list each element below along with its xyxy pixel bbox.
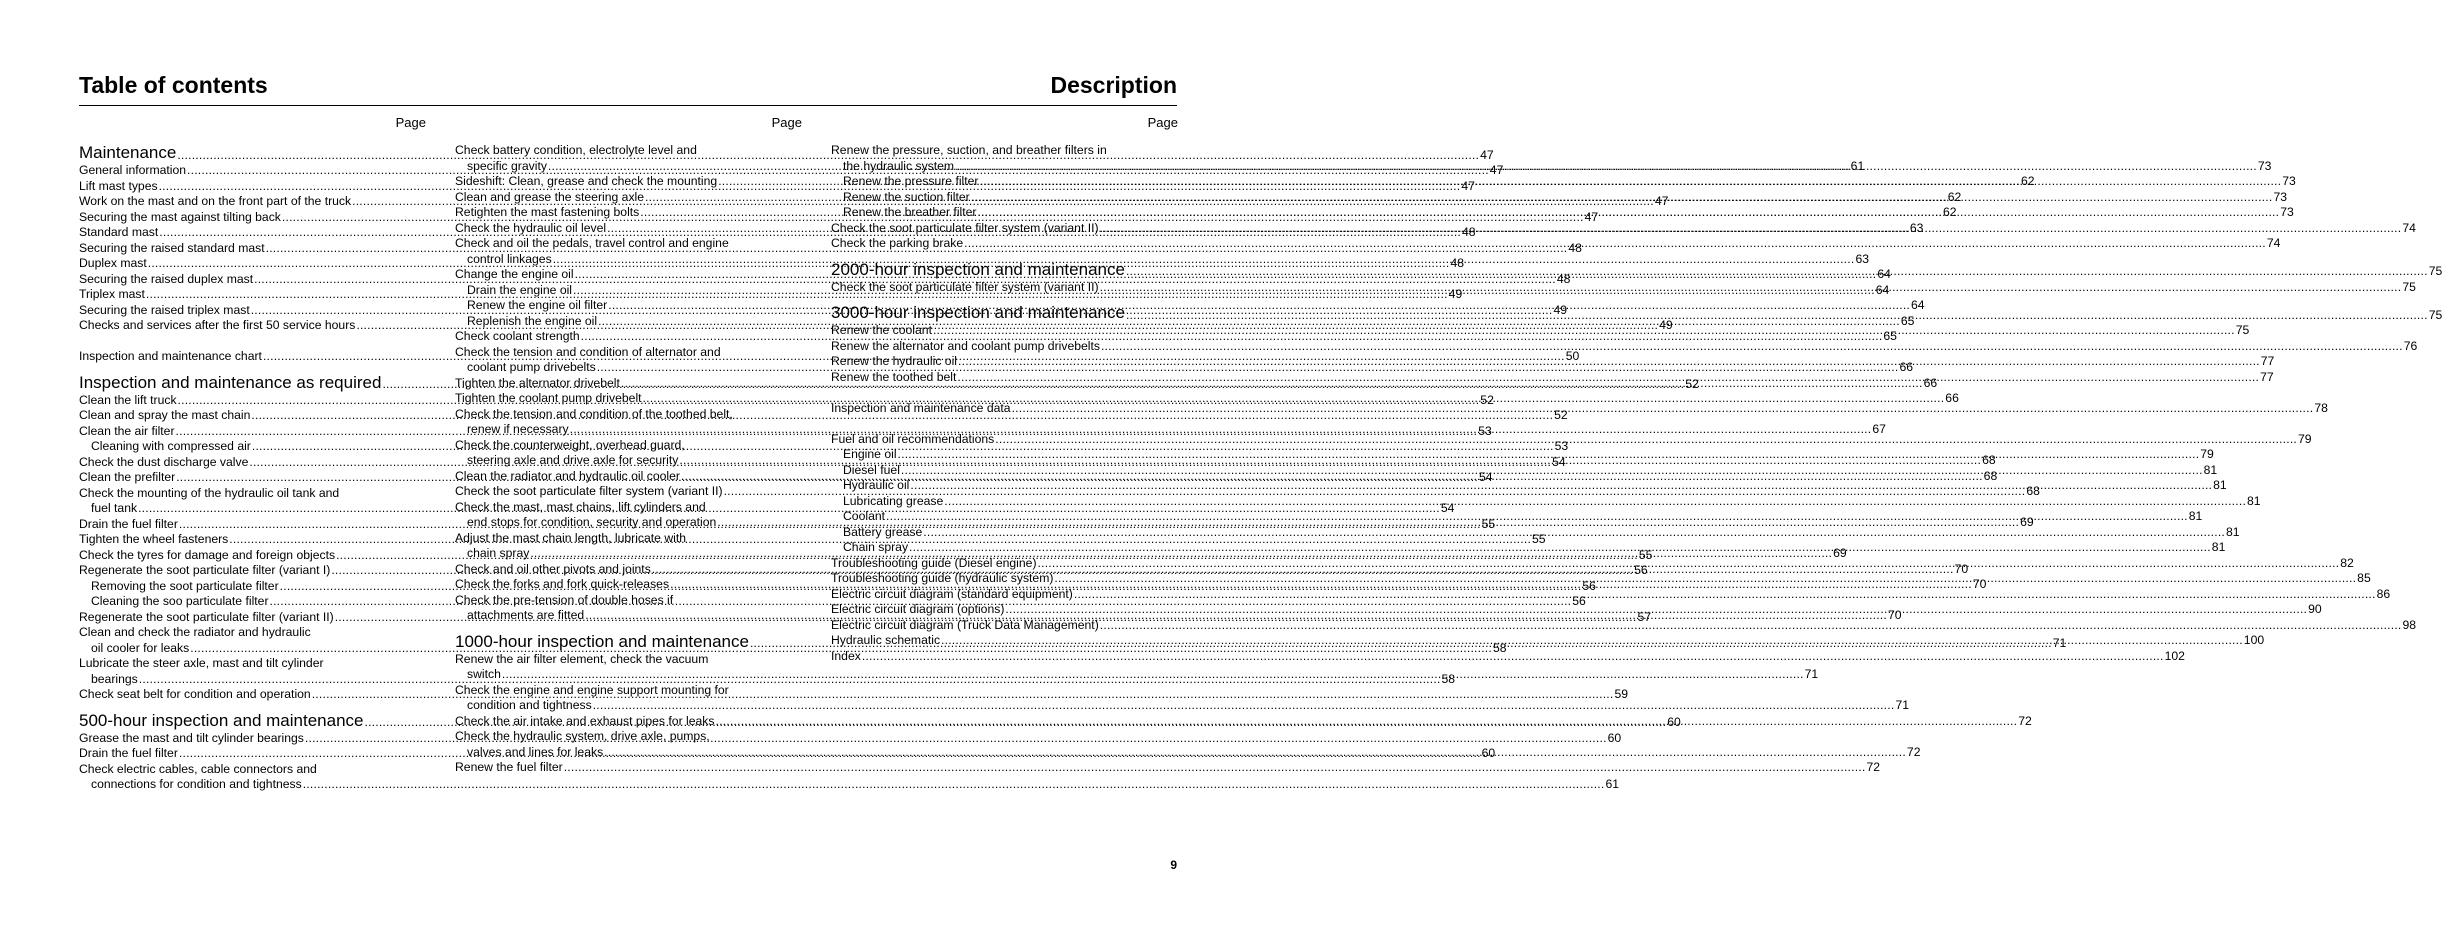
toc-entry-page: 81 xyxy=(2226,524,2240,539)
toc-entry[interactable] xyxy=(831,617,2417,634)
header-rule xyxy=(79,105,1177,106)
toc-entry-page: 65 xyxy=(1900,313,1915,328)
toc-entry-title: Check the hydraulic oil level xyxy=(455,220,607,235)
toc-section-heading[interactable]: 2000-hour inspection and maintenance ..... 75 xyxy=(831,260,1178,280)
toc-entry-title: Cleaning the soo particulate filter xyxy=(91,594,269,608)
toc-entry[interactable]: chain spray ..... 69 xyxy=(455,546,802,562)
toc-entry-title: Clean the radiator and hydraulic oil cooler xyxy=(455,468,680,483)
toc-entry-page: 82 xyxy=(2340,555,2354,570)
page-column-label: Page xyxy=(395,115,426,130)
toc-entry-page: 98 xyxy=(2402,617,2417,632)
page-column-label: Page xyxy=(771,115,802,130)
toc-entry-page: 76 xyxy=(2403,338,2418,353)
dot-leader xyxy=(1074,587,2376,603)
toc-entry-title: Standard mast xyxy=(79,225,159,239)
toc-entry[interactable]: oil cooler for leaks ..... 58 xyxy=(79,641,426,657)
toc-entry-page: 64 xyxy=(1911,298,1925,312)
toc-entry-title: Work on the mast and on the front part of the truck xyxy=(79,194,352,208)
toc-entry-page: 68 xyxy=(1983,468,1998,483)
toc-entry-page: 62 xyxy=(1943,205,1957,219)
toc-entry[interactable] xyxy=(831,648,2185,665)
toc-entry-page: 70 xyxy=(1954,561,1969,576)
dot-leader xyxy=(1054,571,2356,587)
toc-entry-title: Cleaning with compressed air xyxy=(91,439,251,453)
toc-entry-page: 60 xyxy=(1481,746,1496,760)
toc-entry-line: Check the engine and engine support mounting for xyxy=(455,682,729,697)
toc-entry-title: Renew the coolant xyxy=(831,323,932,337)
toc-entry-title: Check the soot particulate filter system (variant II) xyxy=(831,279,1099,294)
toc-entry-page: 60 xyxy=(1607,730,1622,745)
toc-entry-title: Renew the hydraulic oil xyxy=(831,354,958,368)
toc-entry[interactable]: bearings ..... 58 xyxy=(79,672,426,688)
toc-entry-page: 55 xyxy=(1638,547,1653,562)
dot-leader xyxy=(1101,339,2403,355)
toc-entry-title: Electric circuit diagram (standard equipment) xyxy=(831,586,1073,601)
toc-entry[interactable]: switch ..... 71 xyxy=(455,667,802,683)
toc-entry-page: 48 xyxy=(1462,225,1476,239)
toc-entry-title: Renew the toothed belt xyxy=(831,369,957,384)
toc-entry[interactable]: specific gravity ..... 61 xyxy=(455,159,802,175)
toc-entry-page: 73 xyxy=(2273,189,2287,204)
toc-entry-page: 79 xyxy=(2200,447,2214,461)
toc-entry[interactable]: Check seat belt for condition and operation ..... 59 xyxy=(79,687,426,703)
toc-entry-page: 102 xyxy=(2164,648,2185,663)
toc-entry[interactable]: the hydraulic system ..... 73 xyxy=(831,159,1178,175)
toc-entry-title: Grease the mast and tilt cylinder bearings xyxy=(79,730,304,745)
toc-entry-title: Removing the soot particulate filter xyxy=(91,578,279,593)
toc-entry-page: 66 xyxy=(1945,391,1959,405)
toc-entry-title: Drain the fuel filter xyxy=(79,746,178,760)
toc-entry-page: 47 xyxy=(1461,178,1475,193)
toc-section-heading[interactable]: 3000-hour inspection and maintenance ..... 75 xyxy=(831,303,1178,323)
toc-entry-page: 81 xyxy=(2213,478,2227,492)
toc-entry-title: Securing the raised triplex mast xyxy=(79,302,250,317)
toc-entry-page: 81 xyxy=(2211,540,2226,554)
toc-entry-page: 53 xyxy=(1554,439,1569,453)
toc-entry-title: Lubricating grease xyxy=(843,493,944,508)
toc-entry[interactable]: Check the air intake and exhaust pipes for leaks ..... 72 xyxy=(455,714,802,730)
toc-entry-page: 48 xyxy=(1556,271,1571,286)
toc-entry-title: Drain the fuel filter xyxy=(79,516,178,531)
toc-entry-page: 63 xyxy=(1909,220,1924,235)
toc-entry-title: Check the parking brake xyxy=(831,236,964,250)
toc-entry-page: 81 xyxy=(2188,509,2203,523)
toc-entry-page: 56 xyxy=(1582,578,1596,593)
toc-entry[interactable]: Renew the fuel filter ..... 72 xyxy=(455,760,802,776)
toc-entry-page: 77 xyxy=(2260,369,2274,384)
toc-entry-title: Clean the prefilter xyxy=(79,470,176,484)
toc-entry-title: Replenish the engine oil xyxy=(467,313,598,328)
toc-entry-page: 62 xyxy=(1947,189,1962,204)
dot-leader xyxy=(1100,221,2402,237)
toc-entry-line: Check the pre-tension of double hoses if xyxy=(455,592,674,607)
toc-entry-title: Renew the suction filter xyxy=(843,189,970,204)
toc-entry-title: Drain the engine oil xyxy=(467,282,573,297)
toc-entry-line: Check the counterweight, overhead guard, xyxy=(455,437,685,452)
page-column-label: Page xyxy=(1147,115,1178,130)
toc-entry-title: Clean and spray the mast chain xyxy=(79,408,251,422)
toc-entry-page: 85 xyxy=(2357,571,2371,585)
toc-entry[interactable]: control linkages ..... 63 xyxy=(455,252,802,268)
toc-entry-page: 49 xyxy=(1659,318,1673,332)
section-title: Description xyxy=(1050,72,1177,98)
toc-entry-page: 55 xyxy=(1532,532,1546,546)
toc-entry-page: 49 xyxy=(1553,302,1568,317)
toc-entry-line: Renew the air filter element, check the vacuum xyxy=(455,651,709,666)
toc-entry-page: 70 xyxy=(1972,577,1987,591)
toc-entry[interactable]: renew if necessary ..... 67 xyxy=(455,422,802,438)
dot-leader xyxy=(910,478,2212,494)
toc-entry-title: Battery grease xyxy=(843,524,923,539)
toc-section-heading[interactable]: Inspection and maintenance as required ..... 52 xyxy=(79,373,426,393)
dot-leader xyxy=(909,540,2211,556)
toc-entry-page: 73 xyxy=(2280,205,2294,219)
toc-entry[interactable]: steering axle and drive axle for security ..... 68 xyxy=(455,453,802,469)
toc-entry-title: Triplex mast xyxy=(79,287,145,301)
toc-entry-page: 49 xyxy=(1448,287,1463,301)
toc-entry[interactable]: fuel tank ..... 54 xyxy=(79,501,426,517)
dot-leader xyxy=(1100,280,2402,296)
dot-leader xyxy=(977,205,2279,221)
toc-entry-page: 75 xyxy=(2402,279,2416,294)
toc-entry-title: Chain spray xyxy=(843,540,909,554)
toc-entry[interactable]: attachments are fitted ..... 70 xyxy=(455,608,802,624)
toc-entry-title: Hydraulic schematic xyxy=(831,633,941,647)
toc-entry-page: 47 xyxy=(1489,163,1504,177)
toc-entry-line: Check electric cables, cable connectors and xyxy=(79,761,317,776)
toc-entry-title: Engine oil xyxy=(843,447,897,461)
toc-entry-page: 100 xyxy=(2243,633,2265,647)
toc-entry-title: Clean and grease the steering axle xyxy=(455,189,645,204)
toc-entry-title: Troubleshooting guide (Diesel engine) xyxy=(831,555,1037,570)
toc-entry[interactable]: Fuel and oil recommendations ..... 79 xyxy=(831,432,1178,448)
toc-section-heading[interactable]: Maintenance ..... 47 xyxy=(79,143,426,163)
toc-entry-page: 64 xyxy=(1875,282,1890,297)
dot-leader xyxy=(901,463,2203,479)
toc-entry-line: Check the tension and condition of alternator and xyxy=(455,344,721,359)
toc-entry-line: Check and oil the pedals, travel control and engine xyxy=(455,236,729,250)
toc-entry-page: 66 xyxy=(1923,375,1938,390)
toc-entry-title: Check the forks and fork quick-releases xyxy=(455,577,670,591)
toc-entry-page: 54 xyxy=(1478,470,1493,484)
toc-entry-page: 52 xyxy=(1480,392,1494,407)
dot-leader xyxy=(886,509,2188,525)
toc-entry-line: Clean and check the radiator and hydraulic xyxy=(79,625,311,639)
toc-entry-page: 81 xyxy=(2247,493,2261,508)
toc-entry[interactable]: valves and lines for leaks ..... 72 xyxy=(455,745,802,761)
toc-entry-line: Renew the pressure, suction, and breather filters in xyxy=(831,143,1107,157)
toc-entry-title: Tighten the wheel fasteners xyxy=(79,532,229,546)
dot-leader xyxy=(979,174,2281,190)
toc-entry[interactable]: end stops for condition, security and operation ..... 69 xyxy=(455,515,802,531)
toc-entry-title: Check the tyres for damage and foreign objects xyxy=(79,547,336,562)
toc-entry[interactable]: Change the engine oil ..... 64 xyxy=(455,267,802,283)
toc-entry[interactable] xyxy=(79,256,1465,272)
toc-entry-page: 77 xyxy=(2260,354,2275,368)
toc-entry-title: Renew the pressure filter xyxy=(843,174,979,188)
toc-entry-title: Electric circuit diagram (options) xyxy=(831,602,1005,616)
toc-entry-title: Clean the air filter xyxy=(79,423,175,438)
dot-leader xyxy=(941,633,2243,649)
toc-entry-page: 68 xyxy=(2026,484,2040,498)
toc-entry-page: 75 xyxy=(2235,323,2250,337)
toc-entry-page: 47 xyxy=(1654,194,1669,208)
toc-entry[interactable]: Inspection and maintenance data ..... 78 xyxy=(831,401,1178,417)
toc-section-heading[interactable]: 500-hour inspection and maintenance ..... 60 xyxy=(79,711,426,731)
toc-entry-page: 56 xyxy=(1572,594,1586,608)
toc-entry-page: 74 xyxy=(2266,236,2281,250)
toc-entry-title: Hydraulic oil xyxy=(843,478,910,492)
dot-leader xyxy=(933,323,2235,339)
toc-entry-title: Check the dust discharge valve xyxy=(79,454,249,469)
toc-entry-page: 48 xyxy=(1568,240,1582,255)
toc-entry-page: 62 xyxy=(2020,174,2035,188)
toc-entry-title: Electric circuit diagram (Truck Data Management) xyxy=(831,617,1099,632)
toc-entry-title: Coolant xyxy=(843,509,886,523)
toc-entry-title: Tighten the alternator drivebelt xyxy=(455,375,620,390)
dot-leader xyxy=(944,494,2246,510)
toc-entry-title: Troubleshooting guide (hydraulic system) xyxy=(831,571,1054,585)
toc-entry-page: 56 xyxy=(1634,563,1648,577)
toc-entry-title: Renew the alternator and coolant pump drivebelts xyxy=(831,338,1100,353)
toc-section-heading[interactable]: 1000-hour inspection and maintenance ..... 71 xyxy=(455,632,802,652)
dot-leader xyxy=(957,370,2259,386)
toc-entry-page: 86 xyxy=(2376,586,2391,601)
toc-entry-title: Retighten the mast fastening bolts xyxy=(455,205,640,219)
dot-leader xyxy=(958,354,2260,370)
toc-entry-line: Check the hydraulic system, drive axle, pumps, xyxy=(455,729,710,743)
toc-entry-title: Securing the raised duplex mast xyxy=(79,271,254,286)
toc-entry[interactable] xyxy=(831,338,2418,355)
dot-leader xyxy=(1038,556,2340,572)
dot-leader xyxy=(971,190,2273,206)
toc-entry-title: Securing the raised standard mast xyxy=(79,240,265,255)
toc-entry-line: Check battery condition, electrolyte level and xyxy=(455,143,697,157)
toc-title: Table of contents xyxy=(79,72,268,98)
toc-entry-title: Index xyxy=(831,648,861,663)
dot-leader xyxy=(898,447,2200,463)
toc-entry-title: Renew the breather filter xyxy=(843,205,977,219)
toc-entry-title: Clean the lift truck xyxy=(79,392,177,407)
toc-entry-title: Diesel fuel xyxy=(843,462,900,477)
toc-entry-title: Renew the engine oil filter xyxy=(467,298,608,312)
toc-entry-line: Adjust the mast chain length, lubricate with xyxy=(455,530,687,545)
toc-entry[interactable]: Inspection and maintenance chart ..... 50 xyxy=(79,349,426,365)
toc-entry[interactable]: Check coolant strength ..... 65 xyxy=(455,329,802,345)
toc-entry-title: Check and oil other pivots and joints xyxy=(455,561,651,576)
toc-entry-title: Securing the mast against tilting back xyxy=(79,209,281,224)
toc-entry-title: Regenerate the soot particulate filter (variant I) xyxy=(79,563,331,577)
toc-entry-title: Duplex mast xyxy=(79,256,147,270)
toc-entry-page: 74 xyxy=(2402,220,2416,235)
toc-entry-page: 47 xyxy=(1584,209,1599,224)
toc-entry-page: 48 xyxy=(1450,256,1465,270)
dot-leader xyxy=(964,236,2266,252)
toc-entry-line: Check the mounting of the hydraulic oil tank and xyxy=(79,485,340,500)
toc-entry[interactable]: connections for condition and tightness ..... 61 xyxy=(79,777,426,793)
toc-entry[interactable] xyxy=(831,493,2261,510)
toc-entry-line: Check the mast, mast chains, lift cylinders and xyxy=(455,499,706,514)
toc-entry-line: Lubricate the steer axle, mast and tilt cylinder xyxy=(79,656,324,670)
toc-entry-title: Lift mast types xyxy=(79,178,158,193)
toc-entry[interactable]: coolant pump drivebelts ..... 66 xyxy=(455,360,802,376)
dot-leader xyxy=(1005,602,2307,618)
toc-entry-page: 81 xyxy=(2203,462,2218,477)
toc-entry-line: Check the tension and condition of the toothed belt, xyxy=(455,406,733,421)
toc-entry-title: Tighten the coolant pump drivebelt xyxy=(455,391,642,405)
toc-entry[interactable]: condition and tightness ..... 71 xyxy=(455,698,802,714)
toc-entry-title: Check the soot particulate filter system (variant II) xyxy=(831,220,1099,235)
toc-entry-page: 55 xyxy=(1481,516,1496,531)
dot-leader xyxy=(923,525,2225,541)
dot-leader xyxy=(862,649,2164,665)
toc-entry-title: Sideshift: Clean, grease and check the mounting xyxy=(455,174,718,188)
dot-leader xyxy=(1100,618,2402,634)
toc-entry-page: 73 xyxy=(2282,174,2296,188)
toc-entry-page: 54 xyxy=(1552,454,1566,469)
toc-entry[interactable]: Regenerate the soot particulate filter (variant II) ..... 57 xyxy=(79,610,426,626)
toc-entry-title: Check the soot particulate filter system (variant II) xyxy=(455,484,723,498)
page-number: 9 xyxy=(1170,858,1177,872)
toc-entry-page: 53 xyxy=(1478,423,1492,438)
toc-entry-title: General information xyxy=(79,163,187,177)
toc-entry[interactable] xyxy=(79,163,1504,179)
toc-entry-page: 90 xyxy=(2308,602,2322,616)
toc-entry-title: Checks and services after the first 50 service hours xyxy=(79,318,356,332)
toc-entry-page: 52 xyxy=(1554,408,1568,422)
